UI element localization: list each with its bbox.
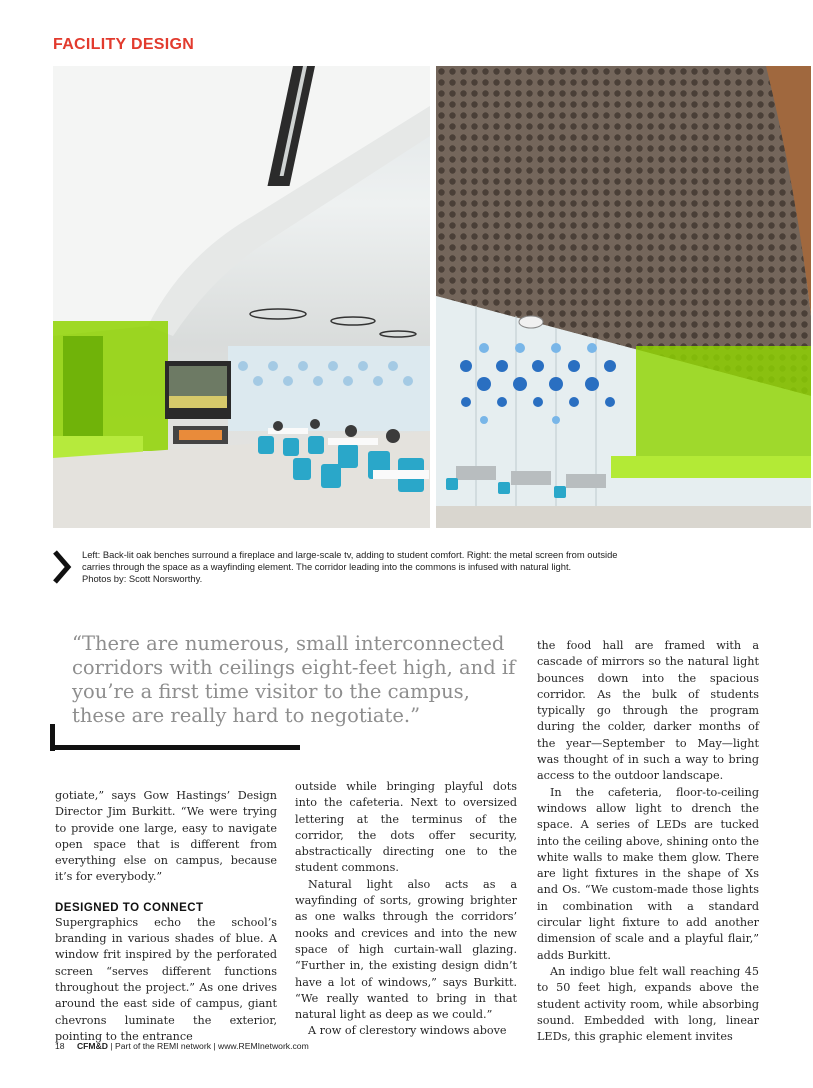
paragraph: outside while bringing playful dots into the cafeteria. Next to oversized lettering at the terminus of the corridor, the dots offer security, abstractically directing one to the student commons. bbox=[295, 780, 517, 875]
paragraph: An indigo blue felt wall reaching 45 to 50 feet high, expands above the student activity room, while absorbing sound. Embedded with long, linear LEDs, this graphic element invites bbox=[537, 964, 759, 1044]
article-column-3 bbox=[537, 638, 759, 1045]
photo-cafeteria-left bbox=[53, 66, 430, 528]
paragraph: gotiate,” says Gow Hastings’ Design Director Jim Burkitt. “We were trying to provide one large, easy to navigate open space that is different from everything else on campus, because it’s for everybody.” bbox=[55, 789, 277, 884]
corridor-illustration bbox=[436, 66, 811, 528]
caption-line: Left: Back-lit oak benches surround a fireplace and large-scale tv, adding to student comfort. Right: the metal screen from outside bbox=[82, 549, 618, 560]
page-number: 18 bbox=[55, 1041, 65, 1051]
subhead: DESIGNED TO CONNECT bbox=[55, 901, 204, 914]
paragraph: Supergraphics echo the school’s branding in various shades of blue. A window frit inspired by the perforated screen “serves different functions throughout the project.” As one drives around the east side of campus, giant chevrons luminate the exterior, pointing to the entrance bbox=[55, 915, 277, 1043]
publication-name: CFM&D bbox=[76, 1041, 108, 1051]
caption-line: carries through the space as a wayfinding element. The corridor leading into the commons is infused with natural light. bbox=[82, 561, 572, 572]
paragraph: Natural light also acts as a wayfinding of sorts, growing brighter as one walks through the corridors’ nooks and crevices and into the new space of high curtain-wall glazing. “Further in, the existing design didn’t have a lot of windows,” says Burkitt. “We really wanted to bring in that natural light as deep as we could.” bbox=[295, 877, 517, 1022]
paragraph: the food hall are framed with a cascade of mirrors so the natural light bounces down into the spacious corridor. As the bulk of students typically go through the program during the colder, darker months of the year—September to May—light was thought of in such a way to bring access to the outdoor landscape. bbox=[537, 639, 759, 783]
paragraph: A row of clerestory windows above bbox=[308, 1024, 507, 1038]
cafeteria-illustration bbox=[53, 66, 430, 528]
network-link[interactable]: | Part of the REMI network | www.REMInetwork.com bbox=[110, 1041, 309, 1051]
chevron-right-icon bbox=[53, 550, 73, 584]
page-footer bbox=[55, 1041, 309, 1051]
section-label: FACILITY DESIGN bbox=[53, 36, 195, 53]
pull-quote: “There are numerous, small interconnected corridors with ceilings eight-feet high, and if you’re a first time visitor to the campus, these are really hard to negotiate.” bbox=[72, 632, 516, 727]
photo-caption bbox=[82, 549, 762, 585]
quote-rule-horizontal bbox=[50, 745, 300, 750]
paragraph: In the cafeteria, floor-to-ceiling windows allow light to drench the space. A series of LEDs are tucked into the ceiling above, shining onto the white walls to make them glow. There are light fixtures in the shape of Xs and Os. “We custom-made those lights in combination with a standard circular light fixture to add another dimension of scale and a playful flair,” adds Burkitt. bbox=[537, 785, 759, 962]
photo-credit: Photos by: Scott Norsworthy. bbox=[82, 573, 203, 584]
photo-corridor-right bbox=[436, 66, 811, 528]
article-column-1 bbox=[55, 788, 277, 1045]
article-column-2 bbox=[295, 779, 517, 1040]
